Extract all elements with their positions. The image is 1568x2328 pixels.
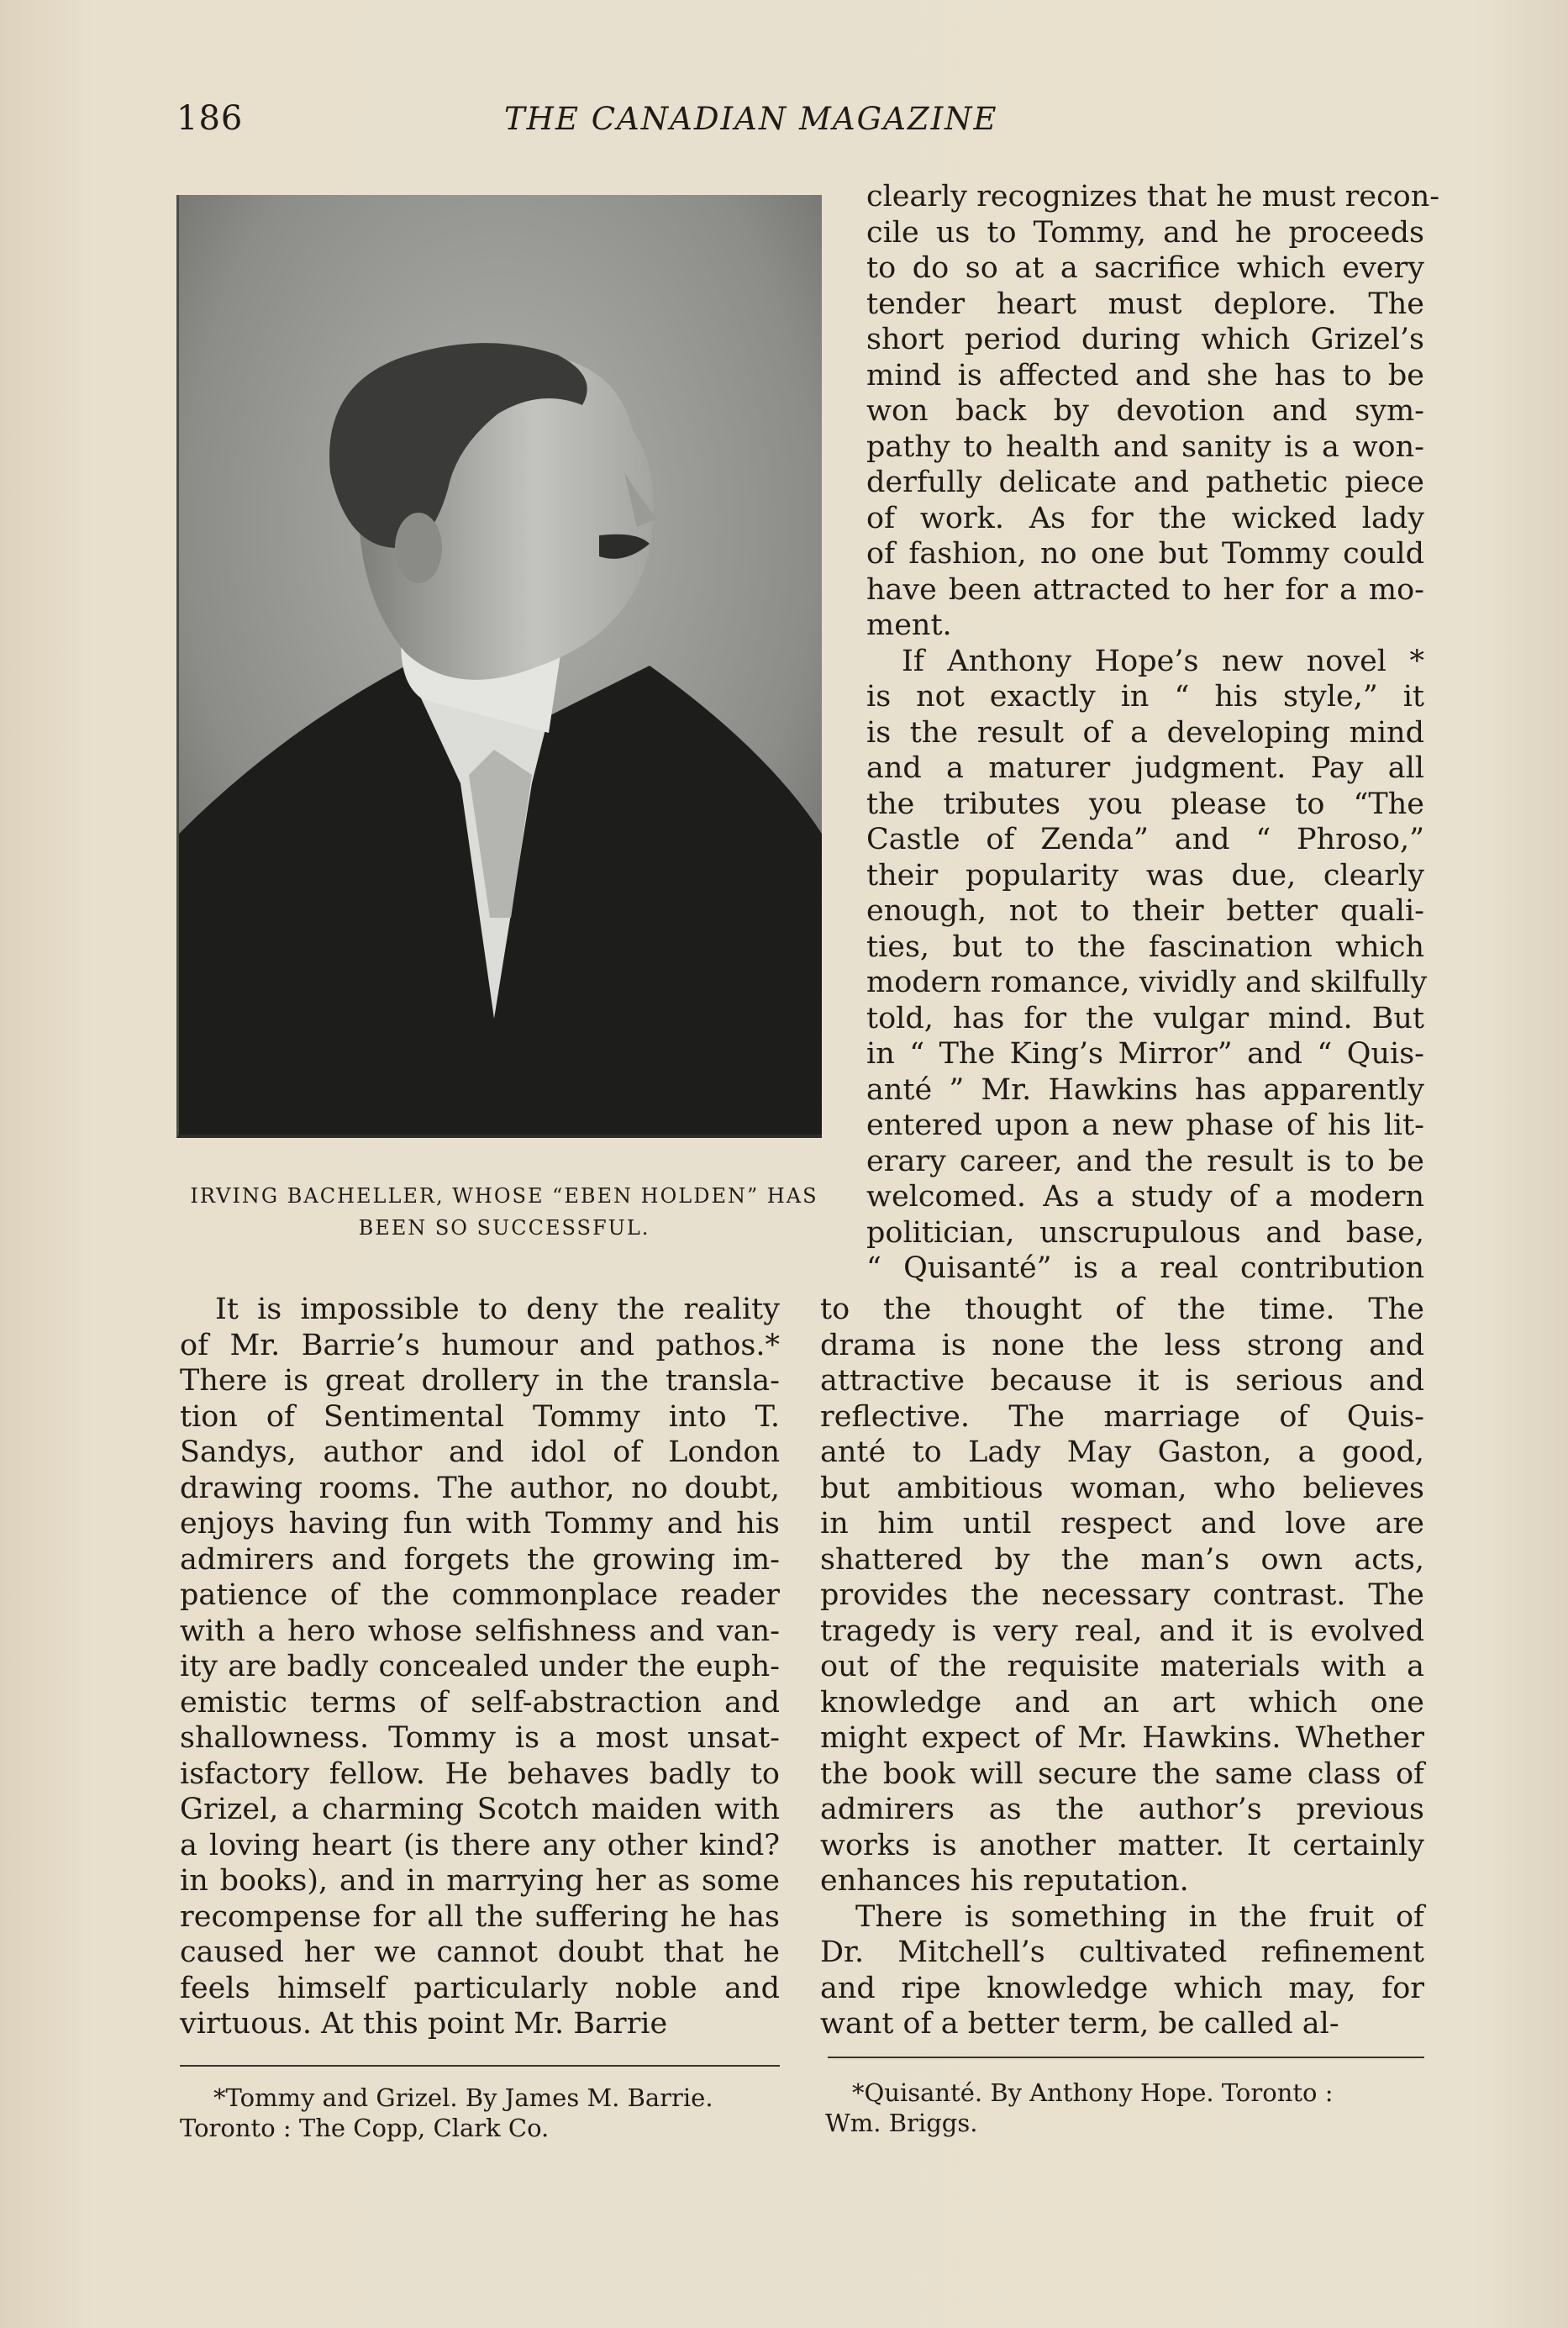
text-line: knowledge and an art which one: [820, 1685, 1424, 1720]
text-line: in him until respect and love are: [820, 1507, 1424, 1541]
photo-caption: [168, 1180, 840, 1244]
text-line: the book will secure the same class of: [820, 1757, 1424, 1791]
text-line: Grizel, a charming Scotch maiden with: [180, 1793, 780, 1826]
text-line: tragedy is very real, and it is evolved: [820, 1614, 1424, 1648]
text-line: short period during which Grizel’s: [866, 323, 1424, 356]
text-line: of fashion, no one but Tommy could: [866, 537, 1424, 571]
footnote-line: Wm. Briggs.: [825, 2109, 978, 2137]
text-line: Dr. Mitchell’s cultivated refinement: [820, 1936, 1424, 1969]
text-line: anté ” Mr. Hawkins has apparently: [866, 1072, 1424, 1107]
text-line: works is another matter. It certainly: [820, 1828, 1424, 1862]
text-line: in “ The King’s Mirror” and “ Quis-: [866, 1037, 1424, 1071]
footnote-line: *Quisanté. By Anthony Hope. Toronto :: [852, 2078, 1334, 2107]
text-line: a loving heart (is there any other kind?: [180, 1828, 780, 1862]
text-line: Sandys, author and idol of London: [180, 1435, 780, 1469]
page-number: 186: [176, 99, 244, 138]
text-line: virtuous. At this point Mr. Barrie: [180, 2007, 668, 2041]
right-column-top: [866, 179, 1440, 1287]
footnote-rule-right: [828, 2057, 1424, 2058]
text-line: and ripe knowledge which may, for: [820, 1971, 1424, 2005]
portrait-illustration: [179, 195, 822, 1135]
text-line: drawing rooms. The author, no doubt,: [180, 1471, 780, 1505]
text-line: to the thought of the time. The: [820, 1293, 1424, 1326]
text-line: isfactory fellow. He behaves badly to: [180, 1757, 780, 1791]
text-line: If Anthony Hope’s new novel *: [902, 644, 1424, 678]
footnote-line: Toronto : The Copp, Clark Co.: [180, 2114, 550, 2142]
footnote-line: *Tommy and Grizel. By James M. Barrie.: [213, 2083, 713, 2112]
text-line: to do so at a sacrifice which every: [866, 251, 1424, 285]
text-line: and a maturer judgment. Pay all: [866, 751, 1424, 785]
text-line: There is something in the fruit of: [855, 1899, 1424, 1934]
text-line: derfully delicate and pathetic piece: [866, 466, 1424, 499]
footnote-right: [825, 2078, 1425, 2138]
text-line: drama is none the less strong and: [820, 1328, 1424, 1362]
text-line: anté to Lady May Gaston, a good,: [820, 1435, 1424, 1469]
text-line: cile us to Tommy, and he proceeds: [866, 215, 1424, 250]
text-line: ity are badly concealed under the euph-: [180, 1650, 780, 1683]
text-line: There is great drollery in the transla-: [180, 1364, 780, 1398]
text-line: of Mr. Barrie’s humour and pathos.*: [180, 1328, 780, 1362]
text-line: tion of Sentimental Tommy into T.: [180, 1399, 780, 1434]
caption-line: IRVING BACHELLER, WHOSE “EBEN HOLDEN” HAS: [190, 1184, 818, 1208]
text-line: feels himself particularly noble and: [180, 1971, 780, 2005]
text-line: with a hero whose selfishness and van-: [180, 1614, 780, 1648]
text-line: provides the necessary contrast. The: [820, 1578, 1424, 1612]
caption-line: BEEN SO SUCCESSFUL.: [358, 1216, 650, 1240]
running-title: THE CANADIAN MAGAZINE: [504, 101, 998, 137]
text-line: modern romance, vividly and skilfully: [866, 966, 1428, 999]
text-line: shallowness. Tommy is a most unsat-: [180, 1721, 780, 1755]
text-line: entered upon a new phase of his lit-: [866, 1109, 1424, 1142]
text-line: tender heart must deplore. The: [866, 287, 1424, 321]
text-line: is not exactly in “ his style,” it: [866, 680, 1424, 714]
text-line: is the result of a developing mind: [866, 715, 1424, 750]
text-line: told, has for the vulgar mind. But: [866, 1001, 1424, 1035]
text-line: mind is affected and she has to be: [866, 358, 1424, 392]
text-line: politician, unscrupulous and base,: [866, 1215, 1424, 1250]
text-line: have been attracted to her for a mo-: [866, 572, 1424, 607]
text-line: won back by devotion and sym-: [866, 394, 1424, 428]
text-line: admirers and forgets the growing im-: [180, 1542, 780, 1577]
text-line: enough, not to their better quali-: [866, 894, 1424, 928]
text-line: their popularity was due, clearly: [866, 858, 1424, 893]
text-line: out of the requisite materials with a: [820, 1650, 1424, 1683]
text-line: attractive because it is serious and: [820, 1364, 1424, 1398]
text-line: welcomed. As a study of a modern: [866, 1180, 1424, 1214]
text-line: emistic terms of self-abstraction and: [180, 1685, 780, 1720]
text-line: pathy to health and sanity is a won-: [866, 429, 1424, 464]
text-line: might expect of Mr. Hawkins. Whether: [820, 1721, 1424, 1755]
text-line: in books), and in marrying her as some: [180, 1864, 780, 1898]
text-line: shattered by the man’s own acts,: [820, 1542, 1424, 1577]
text-line: of work. As for the wicked lady: [866, 501, 1424, 535]
right-column-bottom: [820, 1292, 1424, 2042]
text-line: admirers as the author’s previous: [820, 1793, 1424, 1826]
text-line: Castle of Zenda” and “ Phroso,”: [866, 823, 1424, 856]
portrait-photo: [176, 195, 822, 1138]
text-line: It is impossible to deny the reality: [215, 1293, 780, 1326]
text-line: caused her we cannot doubt that he: [180, 1936, 780, 1969]
footnote-rule-left: [180, 2065, 780, 2067]
text-line: enjoys having fun with Tommy and his: [180, 1507, 780, 1541]
text-line: ment.: [866, 608, 952, 642]
text-line: enhances his reputation.: [820, 1864, 1189, 1898]
text-line: patience of the commonplace reader: [180, 1578, 780, 1612]
text-line: clearly recognizes that he must recon-: [866, 180, 1440, 213]
text-line: ties, but to the fascination which: [866, 930, 1424, 964]
left-column: [180, 1292, 780, 2042]
text-line: erary career, and the result is to be: [866, 1144, 1424, 1178]
text-line: recompense for all the suffering he has: [180, 1899, 780, 1934]
text-line: “ Quisanté” is a real contribution: [866, 1251, 1424, 1285]
text-line: the tributes you please to “The: [866, 787, 1424, 821]
text-line: reflective. The marriage of Quis-: [820, 1399, 1424, 1434]
footnote-left: [180, 2083, 780, 2143]
text-line: want of a better term, be called al-: [820, 2007, 1339, 2041]
text-line: but ambitious woman, who believes: [820, 1471, 1424, 1505]
